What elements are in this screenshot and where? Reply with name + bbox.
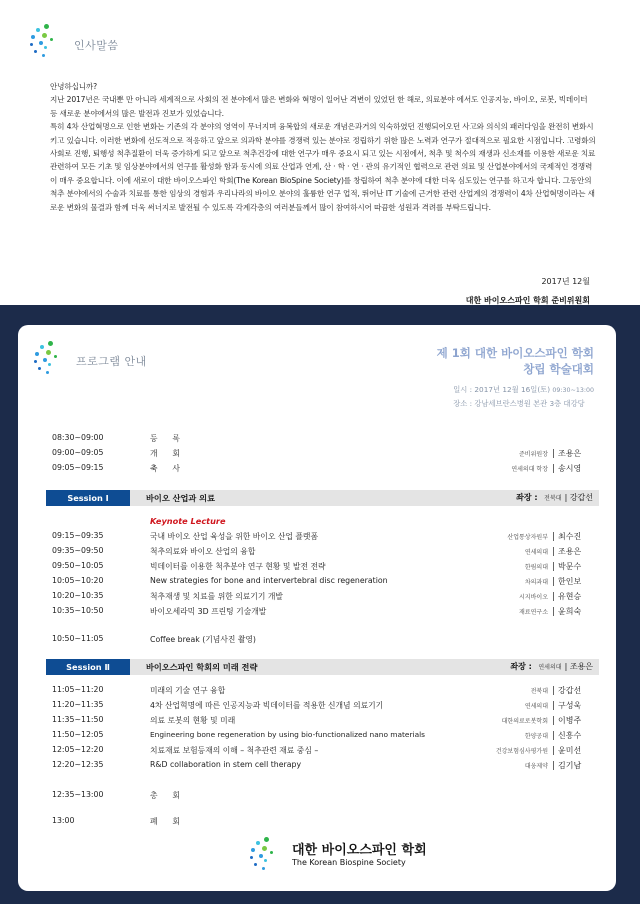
row-title: Engineering bone regeneration by using bio-functionalized nano materials: [150, 730, 426, 739]
row-time: 09:35~09:50: [52, 546, 104, 555]
greeting-title: 인사말씀: [74, 39, 119, 52]
schedule-row: [52, 760, 598, 774]
conference-title-line: 창립 학술대회: [523, 362, 594, 376]
chair-label: 좌장 :: [516, 493, 538, 502]
session-1-title: 바이오 산업과 의료: [146, 493, 215, 503]
schedule-row: [52, 448, 598, 462]
row-time: 12:20~12:35: [52, 760, 104, 769]
divider: [553, 701, 554, 710]
conference-meta: [453, 383, 594, 410]
row-time: 10:05~10:20: [52, 576, 104, 585]
conference-title: [437, 345, 594, 377]
conference-time: 09:30~13:00: [552, 387, 594, 394]
row-speaker: 윤희숙: [558, 607, 582, 616]
greeting-paragraph: 특히 4차 산업혁명으로 인한 변화는 기존의 각 분야의 영역이 무너지며 융복합의 새로운 개념은과거의 익숙하였던 진행되어오던 사고와 의식의 패러다임을 완전히 변화시키고 있습니다. 이러한 변화에 선도적으로 적응하고 앞으로 의과학 분야를 경쟁력 있는 분야로 정립하기 위한 많은 노력과 연구가 절대적으로 필요한 시점입니다. 고령화의 사회로 진행, 퇴행성 척추질환이 더욱 증가하게 되고 앞으로 척추건강에 대한 연구가 매우 중요시 되고 있는 시점에서, 척추 및 척수의 재생과 신소재를 이용한 새로운 치료 관련하여 모든 기초 및 임상분야에서의 연구를 활성화 함과 동시에 의료 산업과 연계, 산 · 학 · 연 · 관의 유기적인 협력으로 관련 의료 및 산업분야에서의 국제적인 경쟁력이 매우 중요합니다. 이에 새로이 대한 바이오스파인 학회(The Korean BioSpine Society)를 창립하여 척추 분야에 대한 더욱 심도있는 연구를 하고자 합니다. 그동안의 척추 분야에서의 수술과 치료를 통한 임상의 경험과 우리나라의 바이오 분야의 훌륭한 연구 업적, 뛰어난 IT 기술에 근거한 관련 산업계의 경쟁력이 4차 산업혁명이라는 새로운 변화의 물결과 함께 더욱 써너지로 발전될 수 있도록 각계각층의 여러분들께서 많이 참여하시어 따끔한 성원과 격려를 부탁드립니다.: [50, 122, 596, 212]
row-speaker: 박문수: [558, 562, 582, 571]
row-org: 시지바이오: [519, 594, 548, 601]
row-title: 총 회: [150, 791, 180, 800]
schedule-row: [52, 816, 598, 830]
chair-org: 연세의대: [538, 664, 562, 671]
row-time: 11:35~11:50: [52, 715, 104, 724]
row-org: 한림의대: [524, 564, 548, 571]
row-title: 국내 바이오 산업 육성을 위한 바이오 산업 플랫폼: [150, 532, 318, 541]
row-speaker: 신흥수: [558, 731, 582, 740]
row-speaker: 윤미선: [558, 746, 582, 755]
row-org: 건강보험심사평가원: [495, 748, 548, 755]
row-org: 대한의료로봇학회: [501, 718, 548, 725]
greeting-signature: 대한 바이오스파인 학회 준비위원회: [465, 296, 590, 305]
row-title: 바이오세라믹 3D 프린팅 기술개발: [150, 607, 267, 616]
row-speaker: 강갑선: [558, 686, 582, 695]
program-title: 프로그램 안내: [76, 355, 147, 368]
row-org: 한양공대: [524, 733, 548, 740]
row-title: 치료재료 보험등재의 이해 – 척추관련 재료 중심 –: [150, 746, 319, 755]
society-logo-icon: [250, 837, 284, 871]
divider: [553, 731, 554, 740]
schedule-row: [52, 730, 598, 744]
divider: [553, 607, 554, 616]
row-title: 축 사: [150, 464, 180, 473]
schedule-row: [52, 531, 598, 545]
chair-label: 좌장 :: [510, 662, 532, 671]
row-time: 13:00: [52, 816, 75, 825]
row-time: 12:05~12:20: [52, 745, 104, 754]
schedule-row: [52, 463, 598, 477]
row-org: 연세의대: [524, 703, 548, 710]
row-title: 의료 로봇의 현황 및 미래: [150, 716, 236, 725]
schedule-row: [52, 591, 598, 605]
row-time: 10:20~10:35: [52, 591, 104, 600]
schedule-row: [52, 576, 598, 590]
session-2-title: 바이오스파인 학회의 미래 전략: [146, 662, 258, 672]
divider: [553, 746, 554, 755]
row-speaker: 최수진: [558, 532, 582, 541]
divider: [553, 592, 554, 601]
chair-name: 강갑선: [569, 493, 593, 502]
row-speaker: 김기남: [558, 761, 582, 770]
session-1-chair: 좌장 : 전북대 | 강갑선: [516, 493, 593, 502]
schedule-row: [52, 546, 598, 560]
divider: [553, 464, 554, 473]
schedule-row: [52, 433, 598, 447]
row-org: 연세의대 학장: [511, 466, 548, 473]
row-speaker: 조용은: [558, 547, 582, 556]
greeting-date: 2017년 12월: [541, 277, 590, 286]
schedule-row: [52, 561, 598, 575]
schedule-row: [52, 745, 598, 759]
schedule-row: [52, 700, 598, 714]
row-speaker: 이병주: [558, 716, 582, 725]
row-time: 08:30~09:00: [52, 433, 104, 442]
conference-venue: 장소 : 강남세브란스병원 본관 3층 대강당: [453, 399, 585, 408]
row-title: Coffee break (기념사진 촬영): [150, 635, 256, 644]
row-org: 대웅제약: [524, 763, 548, 770]
row-org: 차의과대: [524, 579, 548, 586]
row-time: 09:50~10:05: [52, 561, 104, 570]
row-title: 빅데이터를 이용한 척추분야 연구 현황 및 발전 전략: [150, 562, 326, 571]
row-title: New strategies for bone and intervertebral disc regeneration: [150, 576, 388, 585]
chair-org: 전북대: [544, 495, 562, 502]
session-2-header: [46, 659, 599, 675]
society-logo-icon: [34, 341, 68, 375]
program-card: [18, 325, 616, 891]
footer-society-name: 대한 바이오스파인 학회: [292, 843, 427, 858]
divider: [553, 686, 554, 695]
keynote-label: Keynote Lecture: [150, 516, 226, 526]
row-title: 척추재생 및 치료를 위한 의료기기 개발: [150, 592, 283, 601]
session-2-label: Session Ⅱ: [46, 659, 130, 675]
greeting-letter: [50, 80, 596, 214]
row-time: 09:15~09:35: [52, 531, 104, 540]
row-speaker: 구성욱: [558, 701, 582, 710]
schedule-row: [52, 685, 598, 699]
divider: [553, 547, 554, 556]
row-title: 미래의 기술 연구 융합: [150, 686, 226, 695]
divider: [553, 716, 554, 725]
row-org: 산업통상자원부: [507, 534, 548, 541]
row-title: R&D collaboration in stem cell therapy: [150, 760, 302, 769]
row-time: 09:05~09:15: [52, 463, 104, 472]
row-org: 준비위원장: [519, 451, 548, 458]
divider: [553, 562, 554, 571]
row-time: 10:50~11:05: [52, 634, 104, 643]
row-title: 개 회: [150, 449, 180, 458]
row-time: 11:50~12:05: [52, 730, 104, 739]
row-title: 폐 회: [150, 817, 180, 826]
divider: [553, 761, 554, 770]
greeting-section: [0, 0, 640, 305]
footer-society-name-en: The Korean Biospine Society: [292, 858, 406, 867]
row-speaker: 송시영: [558, 464, 582, 473]
row-time: 09:00~09:05: [52, 448, 104, 457]
divider: [553, 449, 554, 458]
row-time: 11:05~11:20: [52, 685, 104, 694]
row-speaker: 유현승: [558, 592, 582, 601]
row-org: 연세의대: [524, 549, 548, 556]
schedule-row: [52, 634, 598, 648]
row-speaker: 한인보: [558, 577, 582, 586]
row-time: 12:35~13:00: [52, 790, 104, 799]
schedule-row: [52, 606, 598, 620]
conference-date: 일시 : 2017년 12월 16일(토): [453, 385, 551, 394]
schedule-row: [52, 715, 598, 729]
row-title: 척추의료와 바이오 산업의 융합: [150, 547, 256, 556]
greeting-paragraph: 안녕하십니까?: [50, 82, 97, 91]
row-time: 11:20~11:35: [52, 700, 104, 709]
row-org: 전북대: [530, 688, 548, 695]
row-org: 재료연구소: [519, 609, 548, 616]
society-logo-icon: [30, 24, 64, 58]
schedule-row: [52, 790, 598, 804]
greeting-paragraph: 지난 2017년은 국내뿐 만 아니라 세계적으로 사회의 전 분야에서 많은 변화와 혁명이 일어난 격변이 있었던 한 해로, 의료분야 에서도 인공지능, 바이오, 로봇, 빅데이터 등 새로운 분야에서의 많은 발전과 진보가 있었습니다.: [50, 95, 588, 118]
divider: [553, 532, 554, 541]
conference-title-line: 제 1회 대한 바이오스파인 학회: [436, 346, 594, 360]
row-speaker: 조용은: [558, 449, 582, 458]
session-1-label: Session Ⅰ: [46, 490, 130, 506]
session-2-chair: 좌장 : 연세의대 | 조용은: [510, 662, 593, 671]
row-title: 등 록: [150, 434, 180, 443]
chair-name: 조용은: [569, 662, 593, 671]
divider: [553, 577, 554, 586]
session-1-header: [46, 490, 599, 506]
row-title: 4차 산업혁명에 따른 인공지능과 빅데이터를 적용한 신개념 의료기기: [150, 701, 384, 710]
row-time: 10:35~10:50: [52, 606, 104, 615]
